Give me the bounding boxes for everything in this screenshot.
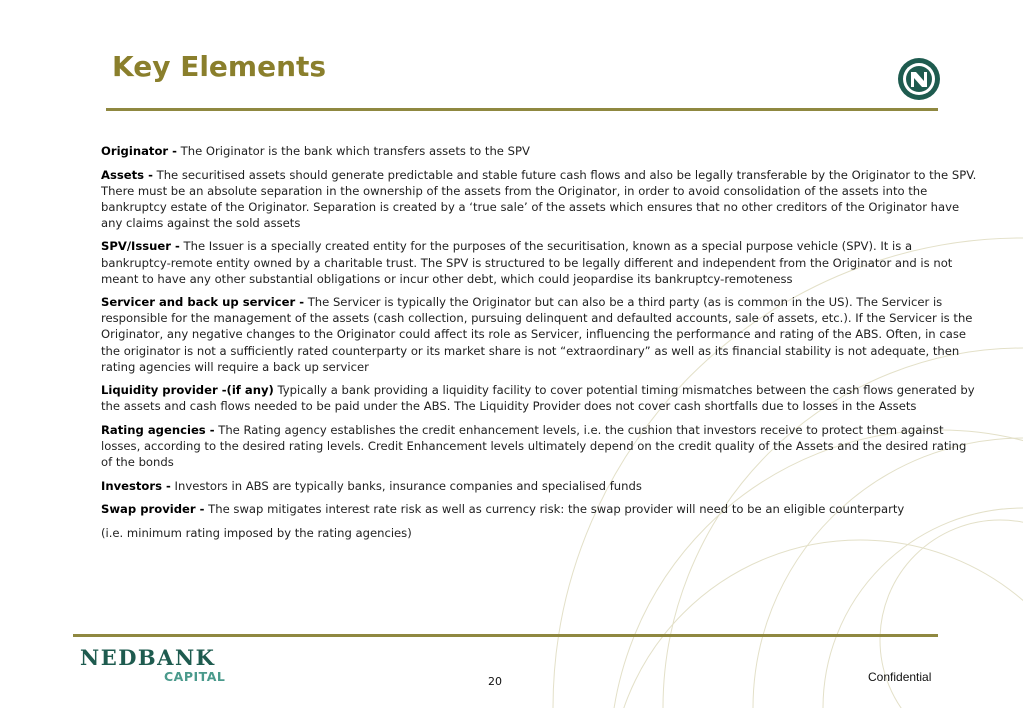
definition-rating-agencies: [101, 422, 981, 470]
key-elements-body: [101, 143, 981, 548]
definition-term: Rating agencies -: [101, 422, 215, 437]
confidential-label: Confidential: [868, 670, 932, 684]
footer-divider: [73, 634, 938, 637]
definition-investors: [101, 478, 981, 494]
definition-assets: [101, 167, 981, 231]
definition-text: The Rating agency establishes the credit enhancement levels, i.e. the cushion that investors receive to protect them against losses, according to the desired rating levels. Credit Enhancement levels ultimately depend on the credit quality of the Assets and the desired rating of the bonds: [101, 422, 967, 470]
definition-swap-provider: [101, 501, 981, 517]
brand-name: NEDBANK: [80, 645, 216, 670]
definition-text: The Originator is the bank which transfers assets to the SPV: [176, 144, 530, 158]
definition-text: Investors in ABS are typically banks, insurance companies and specialised funds: [170, 478, 642, 493]
definition-term: Swap provider -: [101, 502, 205, 517]
definition-text: Typically a bank providing a liquidity facility to cover potential timing mismatches between the cash flows generated by the assets and cash flows needed to be paid under the ABS. The Liquidity Provider does not cover cash shortfalls due to losses in the Assets: [101, 383, 975, 414]
definition-servicer: [101, 294, 981, 374]
definition-liquidity-provider: [101, 382, 981, 414]
definition-term: SPV/Issuer -: [101, 239, 180, 254]
page-number: 20: [488, 675, 502, 688]
definition-term: Originator -: [101, 144, 177, 158]
definition-term: Liquidity provider -(if any): [101, 383, 274, 398]
definition-swap-note: [101, 525, 981, 541]
nedbank-logo-icon: [897, 57, 941, 101]
definition-text: The Servicer is typically the Originator but can also be a third party (as is common in the US). The Servicer is responsible for the management of the assets (cash collection, pursuing delinquent and defaulted accounts, sale of assets, etc.). If the Servicer is the Originator, any negative changes to the Originator could affect its role as Servicer, influencing the performance and rating of the ABS. Often, in case the originator is not a sufficiently rated counterparty or its market share is not “extraordinary” as well as its financial stability is not adequate, then rating agencies will require a back up servicer: [101, 295, 973, 374]
brand-subtitle: CAPITAL: [164, 669, 226, 684]
definition-spv-issuer: [101, 238, 981, 286]
definition-term: Investors -: [101, 478, 171, 493]
definition-term: Assets -: [101, 167, 153, 182]
title-divider: [106, 108, 938, 111]
definition-term: Servicer and back up servicer -: [101, 295, 305, 310]
definition-text: The securitised assets should generate predictable and stable future cash flows and also be legally transferable by the Originator to the SPV. There must be an absolute separation in the ownership of the assets from the Originator, in order to avoid consolidation of the assets into the bankruptcy estate of the Originator. Separation is created by a ‘true sale’ of the assets which ensures that no other creditors of the Originator have any claims against the sold assets: [101, 167, 977, 230]
definition-originator: [101, 143, 981, 159]
definition-text: The swap mitigates interest rate risk as well as currency risk: the swap provider will need to be an eligible counterparty: [204, 502, 905, 517]
definition-text: The Issuer is a specially created entity for the purposes of the securitisation, known as a special purpose vehicle (SPV). It is a bankruptcy-remote entity owned by a charitable trust. The SPV is structured to be legally different and independent from the Originator and is not meant to have any other substantial obligations or incur other debt, which could jeopardise its bankruptcy-remoteness: [101, 239, 953, 286]
page-title: Key Elements: [112, 50, 327, 83]
definition-text: (i.e. minimum rating imposed by the rating agencies): [101, 525, 412, 540]
